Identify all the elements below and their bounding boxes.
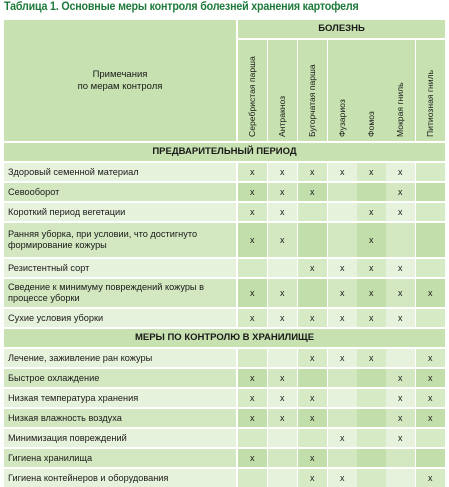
mark-cell: x <box>298 309 327 327</box>
mark-cell <box>328 203 357 221</box>
disease-name: Фузариоз <box>337 99 348 137</box>
mark-cell: x <box>357 259 386 277</box>
mark-cell: x <box>386 163 415 181</box>
mark-cell: x <box>268 279 297 307</box>
mark-cell: x <box>357 163 386 181</box>
mark-cell: x <box>386 203 415 221</box>
mark-cell: x <box>386 183 415 201</box>
measure-label: Быстрое охлаждение <box>4 369 236 387</box>
mark-cell: x <box>238 369 267 387</box>
mark-cell: x <box>238 449 267 467</box>
measure-label: Севооборот <box>4 183 236 201</box>
mark-cell: x <box>268 369 297 387</box>
mark-cell: x <box>238 389 267 407</box>
disease-header-4 <box>357 40 386 141</box>
mark-cell: x <box>328 163 357 181</box>
disease-header-3 <box>328 40 357 141</box>
table-title: Таблица 1. Основные меры контроля болезней хранения картофеля <box>4 1 359 13</box>
mark-cell <box>328 223 357 257</box>
table-row <box>4 449 445 467</box>
table-row <box>4 369 445 387</box>
disease-header-6 <box>416 40 445 141</box>
mark-cell: x <box>298 389 327 407</box>
table-row <box>4 259 445 277</box>
mark-cell: x <box>386 259 415 277</box>
measure-label: Резистентный сорт <box>4 259 236 277</box>
mark-cell: x <box>298 349 327 367</box>
disease-name: Серебристая парша <box>247 56 258 137</box>
disease-name: Фомоз <box>366 111 377 137</box>
measure-label: Короткий период вегетации <box>4 203 236 221</box>
mark-cell: x <box>386 369 415 387</box>
mark-cell <box>298 429 327 447</box>
mark-cell <box>357 469 386 487</box>
mark-cell <box>298 203 327 221</box>
mark-cell: x <box>238 279 267 307</box>
mark-cell: x <box>357 309 386 327</box>
mark-cell <box>328 183 357 201</box>
disease-header-0 <box>238 40 267 141</box>
measures-header-line2: по мерам контроля <box>77 80 163 92</box>
mark-cell: x <box>386 309 415 327</box>
table-row <box>4 279 445 307</box>
table-row <box>4 163 445 181</box>
mark-cell: x <box>268 183 297 201</box>
mark-cell: x <box>238 223 267 257</box>
mark-cell <box>268 469 297 487</box>
mark-cell: x <box>328 279 357 307</box>
mark-cell: x <box>298 449 327 467</box>
measure-label: Ранняя уборка, при условии, что достигнуто формирование кожуры <box>4 223 236 257</box>
disease-group-header: БОЛЕЗНЬ <box>238 20 445 38</box>
mark-cell <box>416 223 445 257</box>
mark-cell <box>386 349 415 367</box>
mark-cell <box>268 449 297 467</box>
mark-cell <box>386 223 415 257</box>
mark-cell: x <box>298 183 327 201</box>
section-title: МЕРЫ ПО КОНТРОЛЮ В ХРАНИЛИЩЕ <box>4 329 445 347</box>
table-row <box>4 223 445 257</box>
mark-cell <box>416 183 445 201</box>
mark-cell <box>268 259 297 277</box>
mark-cell: x <box>268 309 297 327</box>
disease-header-5 <box>386 40 415 141</box>
disease-name: Мокрая гниль <box>395 82 406 137</box>
measure-label: Сведение к минимуму повреждений кожуры в процессе уборки <box>4 279 236 307</box>
mark-cell <box>386 469 415 487</box>
mark-cell <box>328 389 357 407</box>
mark-cell <box>357 369 386 387</box>
mark-cell: x <box>268 409 297 427</box>
mark-cell: x <box>416 389 445 407</box>
mark-cell: x <box>357 203 386 221</box>
disease-name: Антракноз <box>277 95 288 137</box>
mark-cell <box>416 309 445 327</box>
disease-control-table <box>4 20 445 483</box>
mark-cell <box>357 449 386 467</box>
table-row <box>4 309 445 327</box>
table-row <box>4 349 445 367</box>
measure-label: Сухие условия уборки <box>4 309 236 327</box>
mark-cell <box>238 429 267 447</box>
mark-cell: x <box>268 389 297 407</box>
disease-header-1 <box>268 40 297 141</box>
mark-cell: x <box>328 349 357 367</box>
mark-cell <box>357 183 386 201</box>
measure-label: Низкая влажность воздуха <box>4 409 236 427</box>
mark-cell <box>357 409 386 427</box>
measure-label: Минимизация повреждений <box>4 429 236 447</box>
mark-cell <box>328 369 357 387</box>
table-row <box>4 203 445 221</box>
mark-cell: x <box>416 349 445 367</box>
mark-cell: x <box>298 469 327 487</box>
disease-name: Питиозная гниль <box>425 69 436 137</box>
mark-cell: x <box>238 183 267 201</box>
table-row <box>4 469 445 487</box>
mark-cell: x <box>268 203 297 221</box>
measures-header-line1: Примечания <box>92 68 148 80</box>
mark-cell: x <box>416 369 445 387</box>
mark-cell <box>357 389 386 407</box>
measure-label: Гигиена контейнеров и оборудования <box>4 469 236 487</box>
mark-cell <box>328 449 357 467</box>
measure-label: Низкая температура хранения <box>4 389 236 407</box>
measures-header <box>4 20 236 141</box>
mark-cell: x <box>238 409 267 427</box>
mark-cell: x <box>357 279 386 307</box>
mark-cell: x <box>357 349 386 367</box>
mark-cell: x <box>386 279 415 307</box>
measure-label: Лечение, заживление ран кожуры <box>4 349 236 367</box>
mark-cell: x <box>386 429 415 447</box>
mark-cell <box>416 449 445 467</box>
mark-cell <box>416 203 445 221</box>
mark-cell: x <box>298 259 327 277</box>
table-row <box>4 409 445 427</box>
mark-cell <box>298 223 327 257</box>
section-title: ПРЕДВАРИТЕЛЬНЫЙ ПЕРИОД <box>4 143 445 161</box>
mark-cell: x <box>268 163 297 181</box>
mark-cell: x <box>416 409 445 427</box>
mark-cell <box>238 469 267 487</box>
table-row <box>4 389 445 407</box>
mark-cell <box>268 429 297 447</box>
mark-cell: x <box>298 163 327 181</box>
disease-name: Бугорчатая парша <box>307 64 318 137</box>
mark-cell: x <box>357 223 386 257</box>
mark-cell: x <box>238 203 267 221</box>
mark-cell <box>238 349 267 367</box>
mark-cell: x <box>328 259 357 277</box>
mark-cell <box>416 163 445 181</box>
measure-label: Гигиена хранилища <box>4 449 236 467</box>
mark-cell: x <box>328 429 357 447</box>
mark-cell <box>268 349 297 367</box>
mark-cell: x <box>298 409 327 427</box>
mark-cell: x <box>386 409 415 427</box>
mark-cell <box>416 259 445 277</box>
mark-cell: x <box>268 223 297 257</box>
mark-cell <box>298 279 327 307</box>
mark-cell: x <box>328 469 357 487</box>
mark-cell: x <box>238 309 267 327</box>
mark-cell <box>328 409 357 427</box>
table-row <box>4 183 445 201</box>
measure-label: Здоровый семенной материал <box>4 163 236 181</box>
mark-cell: x <box>386 389 415 407</box>
mark-cell <box>386 449 415 467</box>
mark-cell <box>357 429 386 447</box>
mark-cell <box>298 369 327 387</box>
table-row <box>4 429 445 447</box>
mark-cell: x <box>416 469 445 487</box>
disease-header-2 <box>298 40 327 141</box>
mark-cell: x <box>238 163 267 181</box>
mark-cell: x <box>416 279 445 307</box>
mark-cell <box>238 259 267 277</box>
mark-cell <box>416 429 445 447</box>
mark-cell: x <box>328 309 357 327</box>
